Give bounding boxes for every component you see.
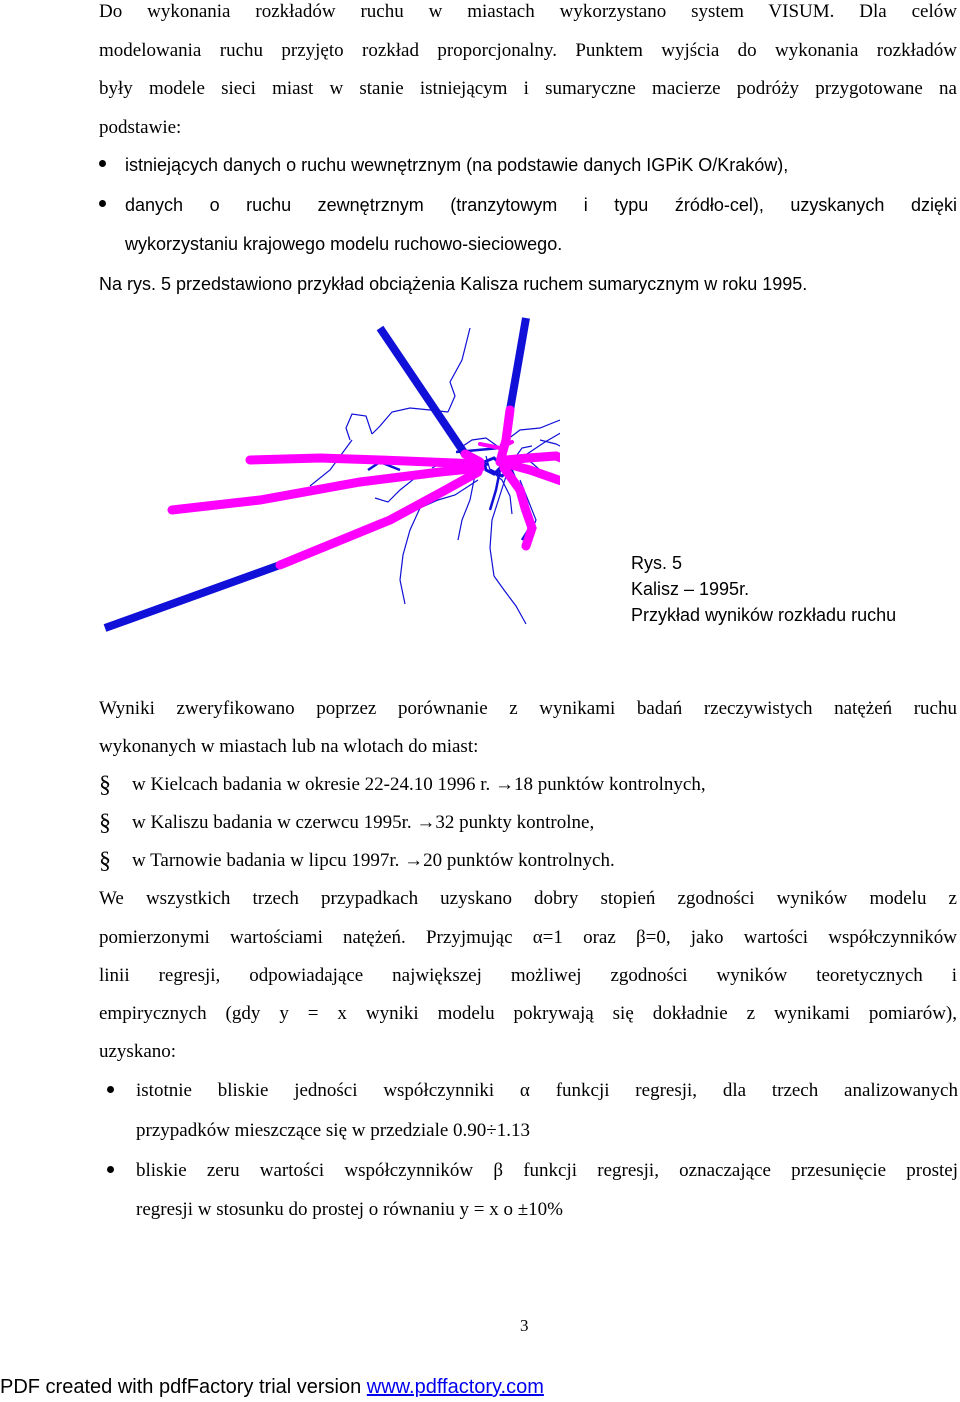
intro-line: były modele sieci miast w stanie istniejącym i sumaryczne macierze podróży przygotowane na: [99, 78, 957, 99]
footer-text: PDF created with pdfFactory trial version: [0, 1376, 367, 1398]
results-item-continuation: regresji w stosunku do prostej o równaniu y = x o ±10%: [136, 1199, 563, 1220]
section-sign-icon: §: [99, 810, 111, 836]
bullet-icon: [107, 1086, 114, 1093]
bullet-icon: [99, 160, 106, 167]
verification-item: w Kaliszu badania w czerwcu 1995r. →32 punkty kontrolne,: [132, 812, 595, 833]
results-item: istotnie bliskie jedności współczynniki α funkcji regresji, dla trzech analizowanych: [136, 1080, 958, 1101]
results-line: We wszystkich trzech przypadkach uzyskano dobry stopień zgodności wyników modelu z: [99, 888, 957, 909]
results-line: uzyskano:: [99, 1041, 177, 1062]
intro-line: Do wykonania rozkładów ruchu w miastach wykorzystano system VISUM. Dla celów: [99, 1, 957, 22]
page-number: 3: [520, 1316, 529, 1335]
source-item-continuation: wykorzystaniu krajowego modelu ruchowo-sieciowego.: [125, 234, 563, 254]
section-sign-icon: §: [99, 772, 111, 798]
verification-line: Wyniki zweryfikowano poprzez porównanie z wynikami badań rzeczywistych natężeń ruchu: [99, 698, 957, 719]
bullet-icon: [99, 200, 106, 207]
section-sign-icon: §: [99, 848, 111, 874]
figure-caption-title: Kalisz – 1995r.: [631, 579, 750, 599]
results-line: linii regresji, odpowiadające największej możliwej zgodności wyników teoretycznych i: [99, 965, 957, 986]
figure-reference: Na rys. 5 przedstawiono przykład obciążenia Kalisza ruchem sumarycznym w roku 1995.: [99, 274, 808, 294]
intro-line: podstawie:: [99, 117, 182, 138]
results-item-continuation: przypadków mieszczące się w przedziale 0.90÷1.13: [136, 1120, 530, 1141]
bullet-icon: [107, 1166, 114, 1173]
verification-item: w Kielcach badania w okresie 22-24.10 1996 r. →18 punktów kontrolnych,: [132, 774, 706, 795]
source-item: danych o ruchu zewnętrznym (tranzytowym i typu źródło-cel), uzyskanych dzięki: [125, 195, 957, 215]
results-line: empirycznych (gdy y = x wyniki modelu pokrywają się dokładnie z wynikami pomiarów),: [99, 1003, 957, 1024]
traffic-map-figure: [100, 315, 560, 635]
footer-link[interactable]: www.pdffactory.com: [366, 1376, 544, 1398]
verification-item: w Tarnowie badania w lipcu 1997r. →20 punktów kontrolnych.: [132, 850, 615, 871]
source-item: istniejących danych o ruchu wewnętrznym (na podstawie danych IGPiK O/Kraków),: [125, 155, 789, 175]
pdf-footer: [0, 1374, 544, 1400]
figure-caption-number: Rys. 5: [631, 553, 683, 573]
results-line: pomierzonymi wartościami natężeń. Przyjmując α=1 oraz β=0, jako wartości współczynników: [99, 927, 957, 948]
intro-line: modelowania ruchu przyjęto rozkład proporcjonalny. Punktem wyjścia do wykonania rozkładów: [99, 40, 957, 61]
figure-caption-description: Przykład wyników rozkładu ruchu: [631, 605, 897, 625]
verification-line: wykonanych w miastach lub na wlotach do miast:: [99, 736, 479, 757]
results-item: bliskie zeru wartości współczynników β funkcji regresji, oznaczające przesunięcie prostej: [136, 1160, 958, 1181]
